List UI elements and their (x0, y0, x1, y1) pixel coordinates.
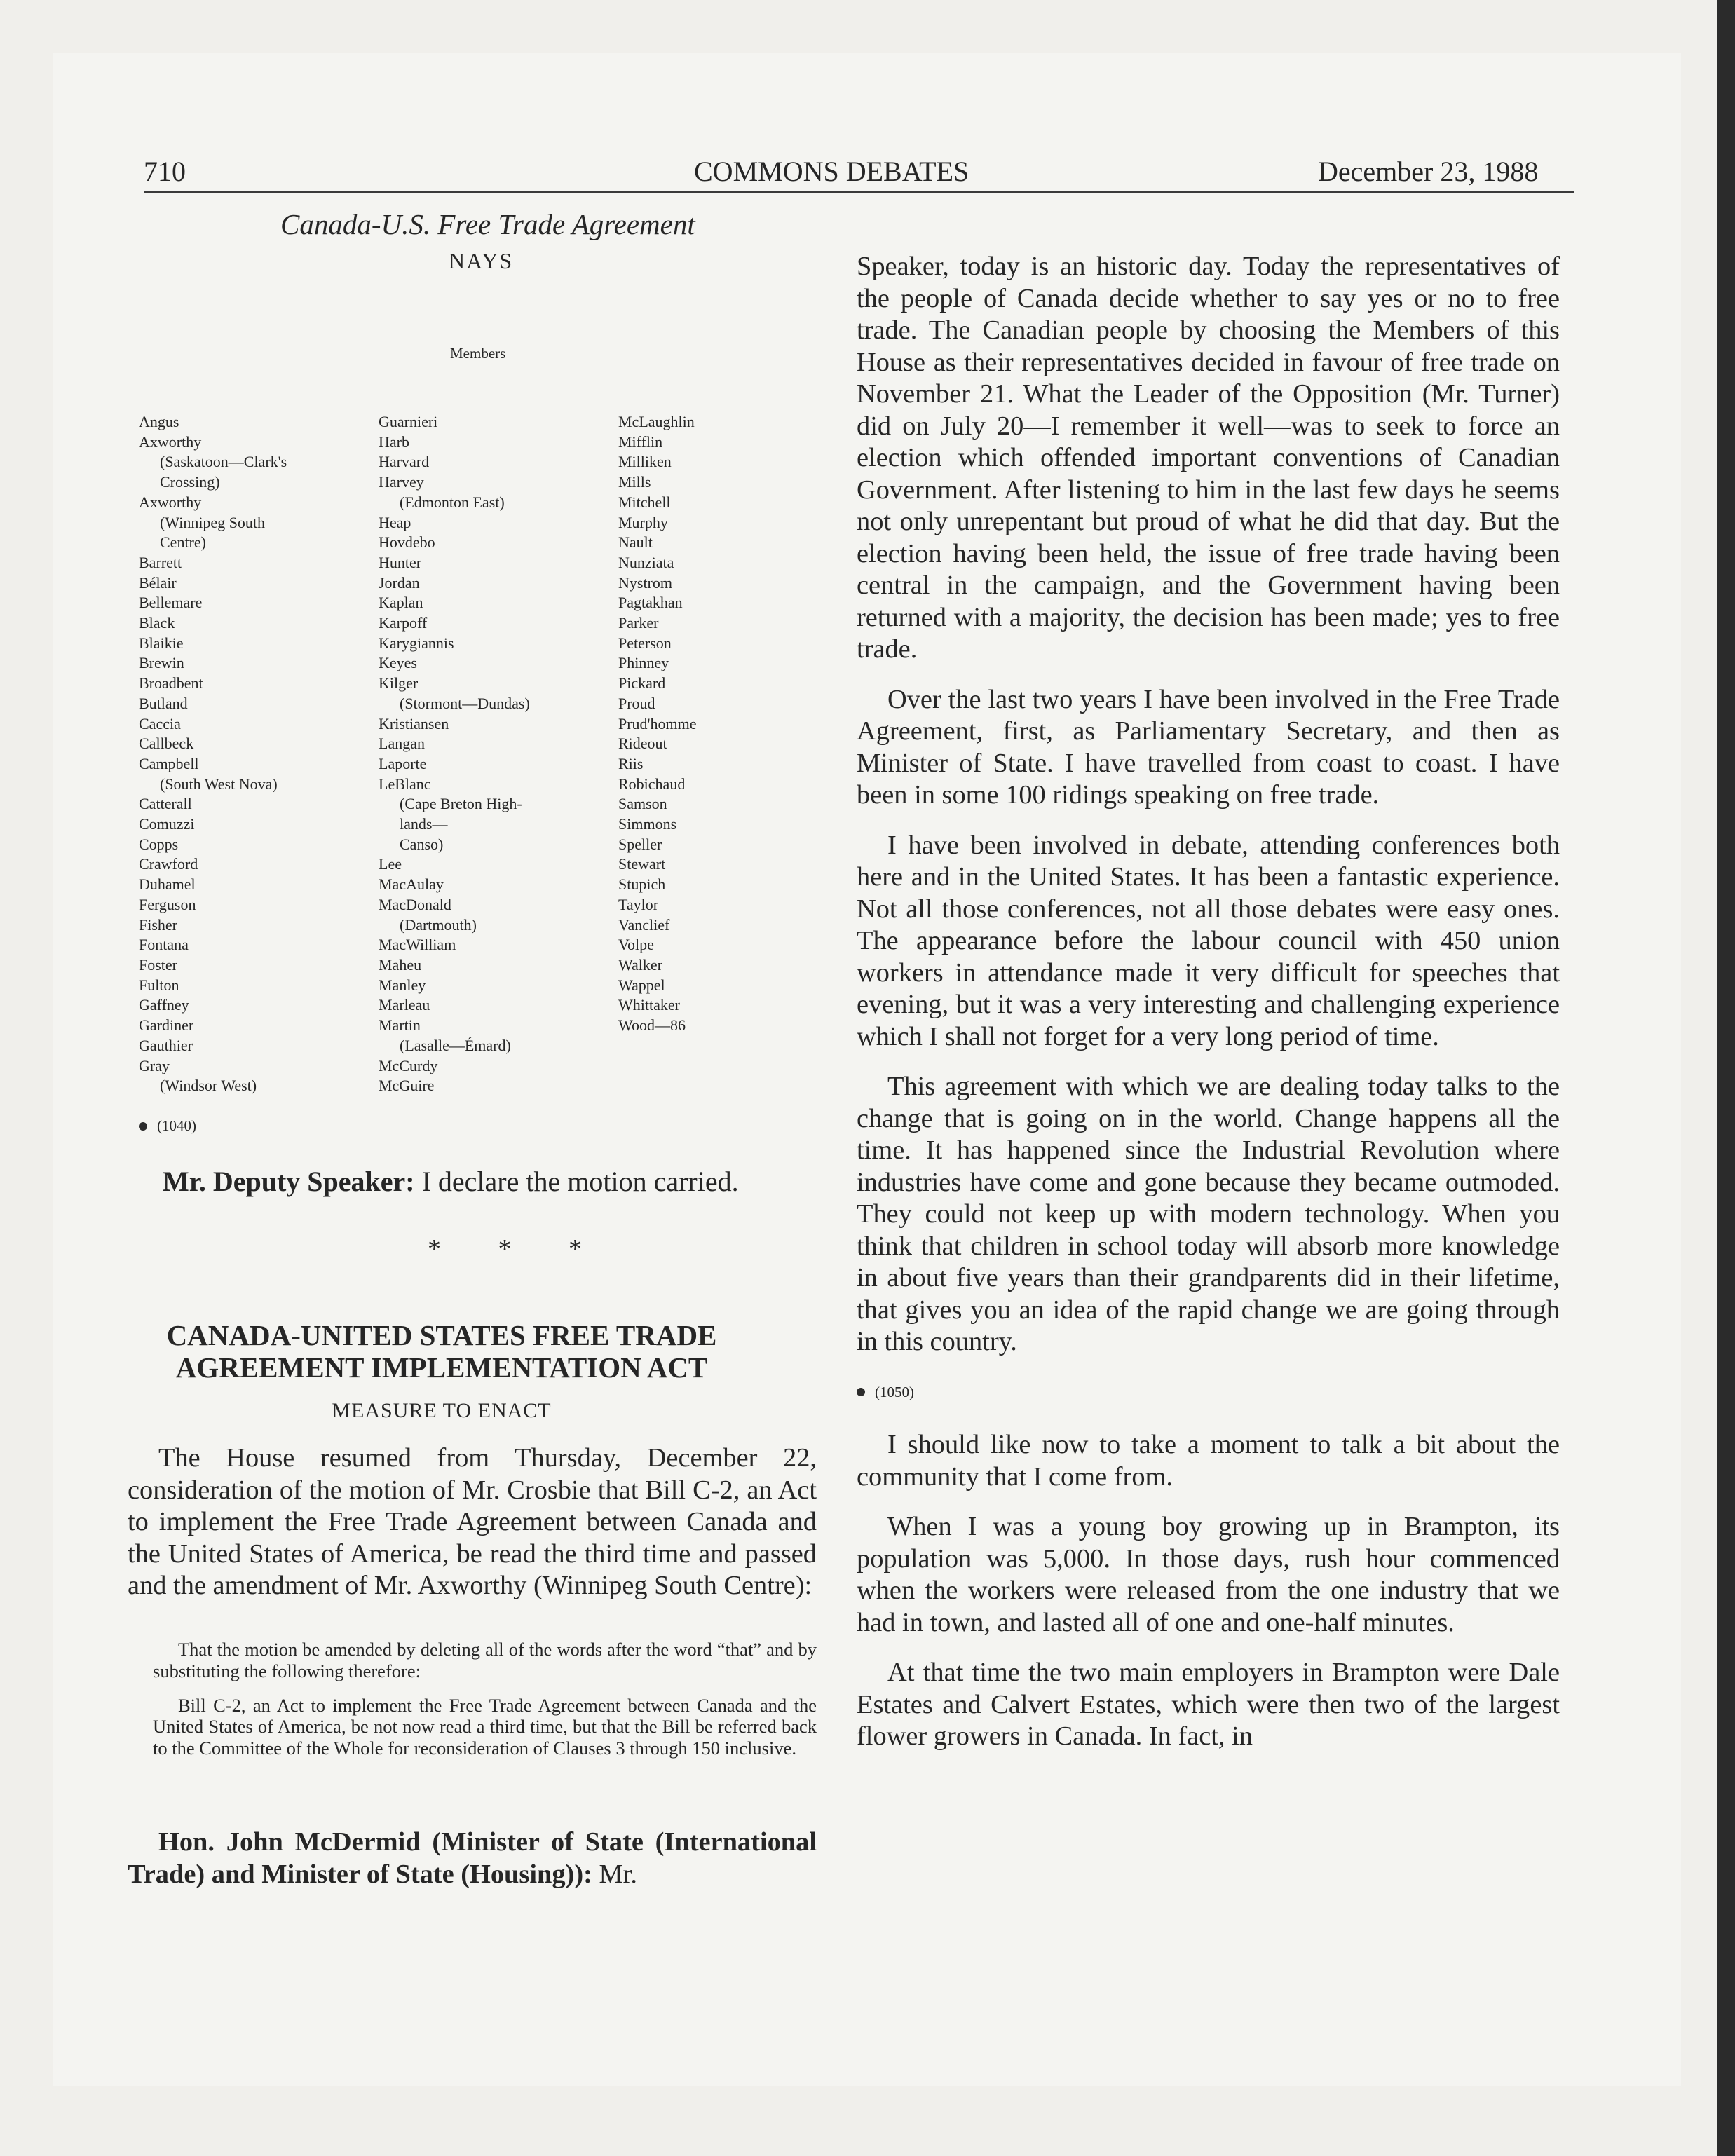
member-name: Kaplan (379, 594, 423, 612)
member-name: Lee (379, 855, 402, 873)
member-name: Speller (618, 835, 662, 853)
member-name: Gray (139, 1056, 170, 1074)
speech-paragraph-3: I have been involved in debate, attending conferences both here and in the United States. It has been a fantastic experience. Not all those conferences, not all those debates were easy ones. The appearance before the labour council with 450 union workers in attendance made it very difficult for speeches that evening, but it was a very interesting and challenging experience which I shall not forget for a very long period of time. (857, 830, 1560, 1051)
member-name: Crossing) (160, 473, 220, 491)
member-name: (Edmonton East) (400, 493, 505, 511)
members-column-3 (618, 412, 697, 1036)
member-name: Peterson (618, 634, 672, 652)
bill-title (126, 1319, 757, 1384)
speech-start: Mr. (599, 1859, 637, 1889)
member-name: Comuzzi (139, 815, 195, 833)
vote-subheading: Members (450, 345, 506, 362)
member-name: Mills (618, 473, 651, 491)
member-name: Harvard (379, 453, 430, 471)
member-name: Simmons (618, 815, 677, 833)
member-name: Martin (379, 1016, 421, 1035)
member-name: Hunter (379, 553, 422, 571)
member-name: (Cape Breton High- (400, 795, 522, 813)
member-name: Laporte (379, 754, 427, 772)
member-name: MacDonald (379, 895, 451, 913)
speech-paragraph-7: At that time the two main employers in Brampton were Dale Estates and Calvert Estates, which were then two of the largest flower growers in Canada. In fact, in (857, 1658, 1560, 1751)
member-name: Jordan (379, 573, 420, 592)
bullet-icon (139, 1122, 147, 1131)
member-name: Bellemare (139, 594, 203, 612)
section-separator: * * * (428, 1234, 607, 1264)
section-title: Canada-U.S. Free Trade Agreement (280, 208, 695, 240)
member-name: MacWilliam (379, 936, 456, 954)
member-name: Vanclief (618, 915, 670, 934)
member-name: Gardiner (139, 1016, 194, 1035)
member-name: McLaughlin (618, 413, 695, 430)
member-name: Keyes (379, 654, 417, 672)
quote-paragraph-2: Bill C-2, an Act to implement the Free Trade Agreement between Canada and the United States of America, be not now read a third time, but that the Bill be referred back to the Committee of the Whole for reconsideration of Clauses 3 through 150 inclusive. (153, 1694, 817, 1759)
member-name: Stupich (618, 875, 666, 894)
bill-intro-paragraph (128, 1442, 817, 1602)
member-name: Blaikie (139, 634, 184, 652)
member-name: Stewart (618, 855, 666, 873)
member-name: Taylor (618, 895, 659, 913)
member-name: Butland (139, 694, 188, 712)
member-name: (Lasalle—Émard) (400, 1036, 511, 1054)
member-name: Heap (379, 513, 411, 531)
member-name: Campbell (139, 754, 199, 772)
member-name: Robichaud (618, 775, 686, 793)
member-name: McGuire (379, 1077, 435, 1095)
member-name: Callbeck (139, 735, 194, 753)
timestamp-text: (1040) (157, 1117, 196, 1134)
member-name: Samson (618, 795, 667, 813)
speech-paragraph-6: When I was a young boy growing up in Brampton, its population was 5,000. In those days, rush hour commenced when the workers were released from the one industry that we had in town, and lasted all of one and one-half minutes. (857, 1512, 1560, 1637)
speaker-name: Mr. Deputy Speaker: (163, 1166, 415, 1197)
member-name: Axworthy (139, 493, 202, 511)
quote-paragraph-1: That the motion be amended by deleting all of the words after the word “that” and by substituting the following therefore: (153, 1639, 817, 1681)
member-name: Nystrom (618, 573, 672, 592)
speech-column (857, 251, 1560, 1771)
speaker-title: Hon. John McDermid (Minister of State (International Trade) and Minister of State (Housing)): (128, 1827, 817, 1889)
bill-title-line-2: AGREEMENT IMPLEMENTATION ACT (175, 1351, 708, 1384)
timestamp-marker (139, 1117, 196, 1135)
member-name: Nault (618, 533, 653, 552)
member-name: Manley (379, 976, 426, 994)
member-name: McCurdy (379, 1056, 438, 1074)
member-name: Pickard (618, 674, 666, 692)
member-name: Axworthy (139, 432, 202, 451)
member-name: Mitchell (618, 493, 671, 511)
member-name: Karygiannis (379, 634, 454, 652)
speaker-intro (128, 1827, 817, 1890)
member-name: Walker (618, 955, 662, 974)
member-name: Black (139, 614, 175, 632)
member-name: LeBlanc (379, 775, 431, 793)
member-name: Rideout (618, 735, 667, 753)
member-name: Duhamel (139, 875, 196, 894)
member-name: Brewin (139, 654, 184, 672)
member-name: Proud (618, 694, 655, 712)
member-name: (Saskatoon—Clark's (160, 453, 287, 471)
member-name: Barrett (139, 553, 182, 571)
member-name: Volpe (618, 936, 654, 954)
member-name: (Stormont—Dundas) (400, 694, 530, 712)
member-name: Canso) (400, 835, 444, 853)
member-name: MacAulay (379, 875, 444, 894)
member-name: lands— (400, 815, 448, 833)
bill-title-line-1: CANADA-UNITED STATES FREE TRADE (166, 1319, 717, 1351)
vote-heading: NAYS (449, 248, 514, 273)
member-name: Kilger (379, 674, 419, 692)
member-name: Marleau (379, 996, 430, 1014)
speaker-intro-line (128, 1827, 817, 1890)
member-name: Broadbent (139, 674, 203, 692)
member-name: Langan (379, 735, 425, 753)
member-name: Milliken (618, 453, 672, 471)
member-name: Harvey (379, 473, 424, 491)
member-name: Bélair (139, 573, 177, 592)
member-name: Copps (139, 835, 179, 853)
member-name: Angus (139, 413, 179, 430)
member-name: Centre) (160, 533, 206, 552)
members-column-1 (139, 412, 287, 1096)
member-name: Foster (139, 955, 177, 974)
member-name: Wappel (618, 976, 665, 994)
timestamp-marker-2 (857, 1377, 1560, 1409)
member-name: Karpoff (379, 614, 428, 632)
member-name: (South West Nova) (160, 775, 278, 793)
page-number: 710 (144, 156, 186, 187)
member-name: (Winnipeg South (160, 513, 266, 531)
member-name: Ferguson (139, 895, 196, 913)
member-name: Gauthier (139, 1036, 193, 1054)
member-name: Whittaker (618, 996, 680, 1014)
member-name: Fulton (139, 976, 179, 994)
member-name: Fisher (139, 915, 177, 934)
member-name: Caccia (139, 714, 181, 732)
member-name: Riis (618, 754, 644, 772)
member-name: Murphy (618, 513, 668, 531)
speech-paragraph-1: Speaker, today is an historic day. Today the representatives of the people of Canada decide whether to say yes or no to free trade. The Canadian people by choosing the Members of this House as their representatives decided in favour of free trade on November 21. What the Leader of the Opposition (Mr. Turner) did on July 20—I remember it well—was to seek to force an election which offended important conventions of Canadian Government. After listening to him in the last few days he seems not only unrepentant but proud of what he did that day. But the election having been held, the issue of free trade having been central in the campaign, and the Government having been returned with a majority, the decision has been made; yes to free trade. (857, 252, 1560, 664)
deputy-speaker-statement (163, 1165, 739, 1198)
member-name: Pagtakhan (618, 594, 683, 612)
timestamp-text: (1050) (875, 1383, 914, 1400)
member-name: Fontana (139, 936, 189, 954)
header-rule (144, 191, 1574, 193)
speech-paragraph-5: I should like now to take a moment to talk a bit about the community that I come from. (857, 1430, 1560, 1492)
member-name: Hovdebo (379, 533, 435, 552)
publication-title: COMMONS DEBATES (694, 156, 969, 187)
member-name: (Dartmouth) (400, 915, 477, 934)
member-name: Catterall (139, 795, 192, 813)
member-name: Maheu (379, 955, 422, 974)
member-name: Kristiansen (379, 714, 449, 732)
speech-paragraph-4: This agreement with which we are dealing today talks to the change that is going on in the world. Change happens all the time. It has happened since the Industrial Revolution where industries have come and gone because they became outmoded. They could not keep up with modern technology. When you think that children in school today will absorb more knowledge in about five years than their grandparents did in their lifetime, that gives you an idea of the rapid change we are going through in this country. (857, 1072, 1560, 1356)
measure-subtitle: MEASURE TO ENACT (332, 1399, 552, 1422)
scan-edge (1717, 0, 1735, 2156)
member-name: Phinney (618, 654, 669, 672)
member-name: Prud'homme (618, 714, 697, 732)
member-name: Parker (618, 614, 659, 632)
member-name: Harb (379, 432, 409, 451)
member-name: Gaffney (139, 996, 189, 1014)
speech-paragraph-2: Over the last two years I have been involved in the Free Trade Agreement, first, as Parliamentary Secretary, and then as Minister of State. I have travelled from coast to coast. I have been in some 100 ridings speaking on free trade. (857, 684, 1560, 810)
member-name: Mifflin (618, 432, 663, 451)
member-name: Wood—86 (618, 1016, 686, 1035)
amendment-quote (153, 1639, 817, 1759)
bullet-icon (857, 1388, 865, 1396)
members-column-2 (379, 412, 530, 1096)
member-name: (Windsor West) (160, 1077, 257, 1095)
member-name: Crawford (139, 855, 198, 873)
page-date: December 23, 1988 (1318, 156, 1539, 187)
member-name: Nunziata (618, 553, 674, 571)
bill-intro-text: The House resumed from Thursday, December 22, consideration of the motion of Mr. Crosbie that Bill C-2, an Act to implement the Free Trade Agreement between Canada and the United States of America, be read the third time and passed and the amendment of Mr. Axworthy (Winnipeg South Centre): (128, 1443, 817, 1600)
statement-text: I declare the motion carried. (421, 1166, 739, 1197)
member-name: Guarnieri (379, 413, 438, 430)
